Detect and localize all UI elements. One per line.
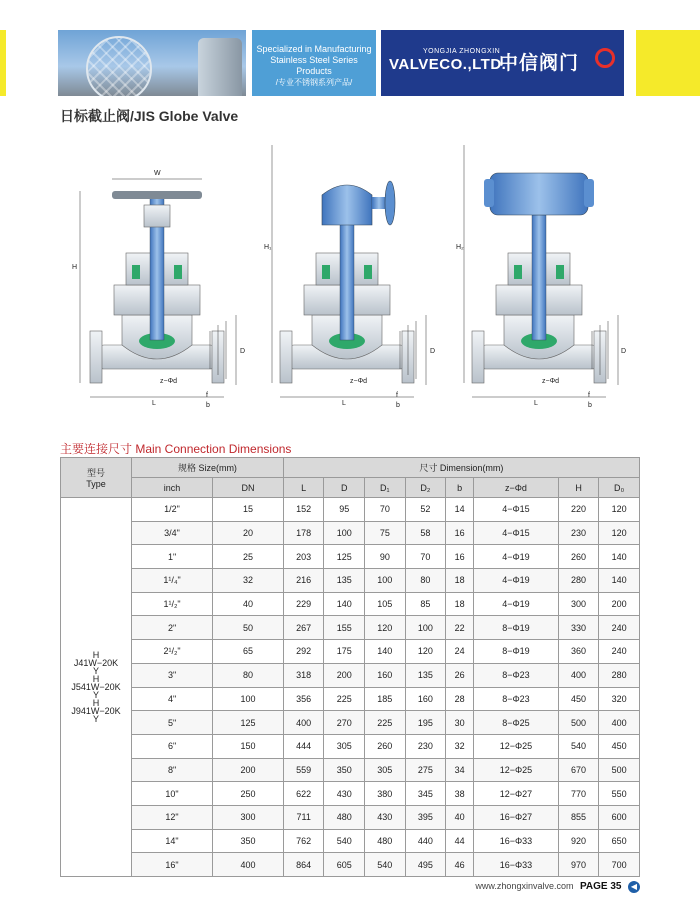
table-cell: 24: [446, 640, 474, 664]
left-accent-bar: [0, 30, 6, 96]
table-cell: 650: [599, 829, 640, 853]
brand-banner: [381, 30, 624, 96]
table-cell: 16: [446, 545, 474, 569]
table-cell: 4−Φ15: [474, 521, 559, 545]
table-cell: 605: [324, 853, 365, 877]
table-row: [61, 711, 640, 735]
table-row: [61, 663, 640, 687]
table-cell: 140: [365, 640, 406, 664]
table-cell: 14": [132, 829, 213, 853]
globe-sculpture-icon: [86, 36, 152, 96]
column-header: D: [324, 478, 365, 498]
table-cell: 540: [324, 829, 365, 853]
table-cell: 46: [446, 853, 474, 877]
table-row: [61, 498, 640, 522]
table-cell: 762: [283, 829, 324, 853]
table-cell: 350: [324, 758, 365, 782]
table-cell: 100: [405, 616, 446, 640]
table-cell: 155: [324, 616, 365, 640]
table-cell: 280: [558, 569, 599, 593]
table-cell: 350: [213, 829, 284, 853]
table-cell: 28: [446, 687, 474, 711]
table-cell: 195: [405, 711, 446, 735]
dim-label-l-3: L: [534, 400, 538, 407]
table-cell: 240: [599, 616, 640, 640]
type-line: J541W−20K: [71, 682, 121, 692]
table-cell: 6": [132, 734, 213, 758]
table-cell: 8−Φ25: [474, 711, 559, 735]
table-cell: 2": [132, 616, 213, 640]
type-line: H: [92, 698, 100, 708]
table-cell: 480: [324, 805, 365, 829]
table-row: [61, 569, 640, 593]
dim-label-h: H: [72, 264, 78, 271]
footer-url: www.zhongxinvalve.com: [475, 881, 574, 891]
table-cell: 16: [446, 521, 474, 545]
dim-label-b-2: b: [396, 402, 400, 409]
table-cell: 360: [558, 640, 599, 664]
table-cell: 15: [213, 498, 284, 522]
table-cell: 225: [365, 711, 406, 735]
table-cell: 200: [213, 758, 284, 782]
table-cell: 52: [405, 498, 446, 522]
table-cell: 540: [365, 853, 406, 877]
dim-label-f-1: f: [206, 392, 208, 399]
table-cell: 34: [446, 758, 474, 782]
tagline-en-2: Stainless Steel Series Products: [270, 55, 358, 76]
table-cell: 135: [324, 569, 365, 593]
prev-page-arrow-icon[interactable]: ◀: [628, 881, 640, 893]
header-tagline: [252, 30, 376, 96]
table-row: [61, 758, 640, 782]
size-header: 规格 Size(mm): [132, 458, 284, 478]
table-cell: 5": [132, 711, 213, 735]
page-title: 日标截止阀/JIS Globe Valve: [60, 108, 239, 124]
table-cell: 80: [213, 663, 284, 687]
table-cell: 292: [283, 640, 324, 664]
table-cell: 178: [283, 521, 324, 545]
table-cell: 80: [405, 569, 446, 593]
table-cell: 550: [599, 782, 640, 806]
table-row: [61, 687, 640, 711]
type-line: Y: [92, 714, 99, 724]
valve-drawings: [60, 135, 640, 420]
table-cell: 500: [558, 711, 599, 735]
column-header: D₁: [365, 478, 406, 498]
table-cell: 4−Φ19: [474, 545, 559, 569]
table-row: [61, 616, 640, 640]
brand-logo-icon: [595, 48, 615, 68]
dim-label-f-2: f: [396, 392, 398, 399]
table-cell: 864: [283, 853, 324, 877]
table-cell: 140: [324, 592, 365, 616]
brand-en: VALVECO.,LTD.: [389, 56, 507, 73]
table-cell: 260: [558, 545, 599, 569]
table-cell: 185: [365, 687, 406, 711]
table-cell: 430: [365, 805, 406, 829]
table-cell: 2¹/₂": [132, 640, 213, 664]
table-cell: 8−Φ19: [474, 616, 559, 640]
table-cell: 200: [324, 663, 365, 687]
dim-label-b-1: b: [206, 402, 210, 409]
dim-label-zd-1: z−Φd: [160, 378, 178, 385]
table-row: [61, 805, 640, 829]
column-header: H: [558, 478, 599, 498]
table-cell: 18: [446, 569, 474, 593]
table-cell: 8−Φ23: [474, 663, 559, 687]
table-cell: 8−Φ23: [474, 687, 559, 711]
table-cell: 559: [283, 758, 324, 782]
table-cell: 395: [405, 805, 446, 829]
column-header: inch: [132, 478, 213, 498]
table-cell: 160: [365, 663, 406, 687]
type-line: Y: [92, 690, 99, 700]
table-cell: 230: [558, 521, 599, 545]
tagline-cn: /专业不锈钢系列产品/: [275, 78, 353, 87]
steel-tank-icon: [198, 38, 242, 96]
table-cell: 345: [405, 782, 446, 806]
table-cell: 305: [324, 734, 365, 758]
table-cell: 300: [558, 592, 599, 616]
table-cell: 855: [558, 805, 599, 829]
dim-label-w: W: [154, 170, 161, 177]
section-title: 主要连接尺寸 Main Connection Dimensions: [60, 442, 292, 456]
table-cell: 100: [365, 569, 406, 593]
dim-label-f-3: f: [588, 392, 590, 399]
table-cell: 4−Φ19: [474, 569, 559, 593]
table-cell: 270: [324, 711, 365, 735]
type-line: J941W−20K: [71, 706, 121, 716]
table-cell: 90: [365, 545, 406, 569]
type-line: H: [92, 674, 100, 684]
header-photo: [58, 30, 246, 96]
table-cell: 540: [558, 734, 599, 758]
table-cell: 770: [558, 782, 599, 806]
table-cell: 400: [599, 711, 640, 735]
table-cell: 16−Φ33: [474, 853, 559, 877]
table-cell: 220: [558, 498, 599, 522]
table-cell: 10": [132, 782, 213, 806]
dim-label-l-1: L: [152, 400, 156, 407]
table-row: [61, 521, 640, 545]
table-cell: 20: [213, 521, 284, 545]
table-cell: 230: [405, 734, 446, 758]
table-cell: 22: [446, 616, 474, 640]
table-cell: 8": [132, 758, 213, 782]
type-header-cn: 型号: [86, 468, 105, 478]
table-cell: 175: [324, 640, 365, 664]
type-line: J41W−20K: [73, 658, 119, 668]
table-cell: 14: [446, 498, 474, 522]
table-cell: 65: [213, 640, 284, 664]
table-cell: 1/2": [132, 498, 213, 522]
type-line: H: [92, 650, 100, 660]
table-cell: 12": [132, 805, 213, 829]
brand-small-text: YONGJIA ZHONGXIN: [423, 48, 501, 55]
table-cell: 140: [599, 545, 640, 569]
table-cell: 970: [558, 853, 599, 877]
table-cell: 495: [405, 853, 446, 877]
type-header-en: Type: [86, 479, 106, 489]
table-cell: 125: [213, 711, 284, 735]
valve-drawing-electric: [472, 173, 606, 383]
table-row: [61, 592, 640, 616]
page-header: [0, 0, 700, 96]
header-yellow-block: [636, 30, 700, 96]
table-cell: 32: [213, 569, 284, 593]
table-cell: 380: [365, 782, 406, 806]
table-cell: 100: [324, 521, 365, 545]
page-number: PAGE 35: [579, 881, 622, 892]
dim-label-zd-3: z−Φd: [542, 378, 560, 385]
table-cell: 225: [324, 687, 365, 711]
table-cell: 140: [599, 569, 640, 593]
table-cell: 300: [213, 805, 284, 829]
table-cell: 26: [446, 663, 474, 687]
page-footer: [475, 881, 640, 893]
table-cell: 267: [283, 616, 324, 640]
type-header: [61, 458, 132, 498]
table-cell: 95: [324, 498, 365, 522]
table-cell: 50: [213, 616, 284, 640]
table-cell: 16−Φ27: [474, 805, 559, 829]
table-row: [61, 782, 640, 806]
table-cell: 125: [324, 545, 365, 569]
table-cell: 120: [599, 521, 640, 545]
column-header: D₂: [405, 478, 446, 498]
table-row: [61, 640, 640, 664]
table-cell: 356: [283, 687, 324, 711]
table-cell: 75: [365, 521, 406, 545]
table-cell: 480: [365, 829, 406, 853]
table-cell: 670: [558, 758, 599, 782]
table-cell: 400: [213, 853, 284, 877]
table-cell: 152: [283, 498, 324, 522]
table-cell: 275: [405, 758, 446, 782]
table-cell: 500: [599, 758, 640, 782]
table-cell: 160: [405, 687, 446, 711]
table-cell: 18: [446, 592, 474, 616]
table-cell: 12−Φ25: [474, 758, 559, 782]
table-cell: 1¹/₂": [132, 592, 213, 616]
table-cell: 320: [599, 687, 640, 711]
table-cell: 430: [324, 782, 365, 806]
table-row: [61, 545, 640, 569]
table-cell: 203: [283, 545, 324, 569]
column-header: b: [446, 478, 474, 498]
table-cell: 444: [283, 734, 324, 758]
type-line: Y: [92, 666, 99, 676]
table-row: [61, 734, 640, 758]
table-cell: 16": [132, 853, 213, 877]
table-row: [61, 829, 640, 853]
table-cell: 85: [405, 592, 446, 616]
table-cell: 318: [283, 663, 324, 687]
dim-label-l-2: L: [342, 400, 346, 407]
dim-label-d-1: D: [240, 348, 246, 355]
table-cell: 450: [558, 687, 599, 711]
table-row: [61, 853, 640, 877]
table-cell: 200: [599, 592, 640, 616]
table-cell: 135: [405, 663, 446, 687]
table-cell: 622: [283, 782, 324, 806]
table-cell: 305: [365, 758, 406, 782]
brand-cn: 中信阀门: [499, 53, 580, 74]
table-cell: 12−Φ27: [474, 782, 559, 806]
table-cell: 3": [132, 663, 213, 687]
dim-label-d-3: D: [621, 348, 627, 355]
table-cell: 16−Φ33: [474, 829, 559, 853]
table-cell: 600: [599, 805, 640, 829]
table-cell: 450: [599, 734, 640, 758]
table-cell: 120: [365, 616, 406, 640]
valve-drawing-gear: [280, 181, 414, 383]
table-cell: 70: [405, 545, 446, 569]
table-cell: 700: [599, 853, 640, 877]
table-cell: 120: [599, 498, 640, 522]
column-header: D₀: [599, 478, 640, 498]
table-cell: 229: [283, 592, 324, 616]
table-cell: 400: [558, 663, 599, 687]
column-header: z−Φd: [474, 478, 559, 498]
table-cell: 100: [213, 687, 284, 711]
table-cell: 4": [132, 687, 213, 711]
table-cell: 1¹/₄": [132, 569, 213, 593]
table-cell: 280: [599, 663, 640, 687]
table-cell: 40: [213, 592, 284, 616]
table-cell: 70: [365, 498, 406, 522]
table-cell: 250: [213, 782, 284, 806]
table-cell: 920: [558, 829, 599, 853]
table-cell: 105: [365, 592, 406, 616]
table-cell: 32: [446, 734, 474, 758]
table-cell: 30: [446, 711, 474, 735]
table-cell: 12−Φ25: [474, 734, 559, 758]
dimension-header: 尺寸 Dimension(mm): [283, 458, 639, 478]
dim-label-d-2: D: [430, 348, 436, 355]
dim-label-b-3: b: [588, 402, 592, 409]
table-cell: 8−Φ19: [474, 640, 559, 664]
table-cell: 3/4": [132, 521, 213, 545]
table-cell: 38: [446, 782, 474, 806]
table-cell: 1": [132, 545, 213, 569]
tagline-en-1: Specialized in Manufacturing: [256, 44, 372, 54]
table-cell: 330: [558, 616, 599, 640]
table-cell: 711: [283, 805, 324, 829]
column-header: DN: [213, 478, 284, 498]
table-cell: 216: [283, 569, 324, 593]
table-cell: 120: [405, 640, 446, 664]
table-cell: 150: [213, 734, 284, 758]
valve-drawing-handwheel: [90, 191, 224, 383]
dimension-table: [60, 457, 640, 877]
table-cell: 25: [213, 545, 284, 569]
dim-label-h2: H₂: [456, 244, 464, 251]
column-header: L: [283, 478, 324, 498]
table-cell: 4−Φ19: [474, 592, 559, 616]
table-cell: 44: [446, 829, 474, 853]
table-cell: 58: [405, 521, 446, 545]
table-cell: 440: [405, 829, 446, 853]
table-cell: 240: [599, 640, 640, 664]
table-cell: 260: [365, 734, 406, 758]
dim-label-h1: H₁: [264, 244, 272, 251]
type-cell: [61, 498, 132, 877]
table-cell: 4−Φ15: [474, 498, 559, 522]
table-cell: 40: [446, 805, 474, 829]
table-cell: 400: [283, 711, 324, 735]
dim-label-zd-2: z−Φd: [350, 378, 368, 385]
